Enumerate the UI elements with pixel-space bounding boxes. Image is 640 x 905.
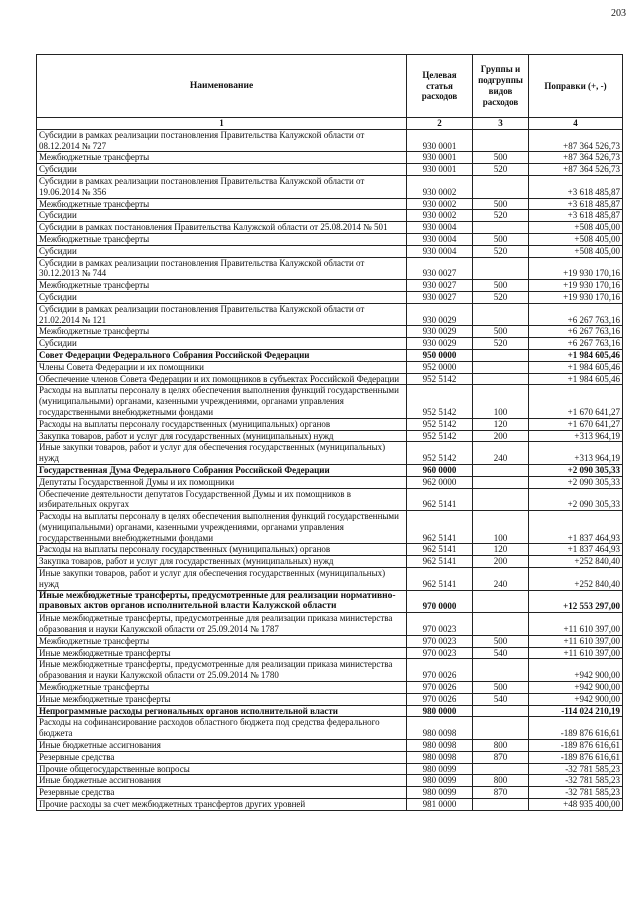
table-row bbox=[37, 556, 623, 568]
row-target-code: 952 5142 bbox=[407, 373, 473, 385]
row-amendment: -32 781 585,23 bbox=[529, 775, 623, 787]
row-name: Межбюджетные трансферты bbox=[37, 233, 407, 245]
row-name: Иные закупки товаров, работ и услуг для обеспечения государственных (муниципальных) нужд bbox=[37, 568, 407, 591]
row-group-code: 200 bbox=[473, 556, 529, 568]
row-amendment: +252 840,40 bbox=[529, 568, 623, 591]
row-target-code: 930 0002 bbox=[407, 175, 473, 198]
row-group-code bbox=[473, 763, 529, 775]
row-amendment: -114 024 210,19 bbox=[529, 705, 623, 717]
col-number: 3 bbox=[473, 118, 529, 130]
row-group-code: 120 bbox=[473, 544, 529, 556]
row-target-code: 962 5141 bbox=[407, 568, 473, 591]
row-amendment: +3 618 485,87 bbox=[529, 198, 623, 210]
row-group-code: 520 bbox=[473, 291, 529, 303]
row-group-code bbox=[473, 175, 529, 198]
row-amendment: +1 984 605,46 bbox=[529, 361, 623, 373]
row-name: Расходы на выплаты персоналу государственных (муниципальных) органов bbox=[37, 544, 407, 556]
table-row bbox=[37, 647, 623, 659]
table-row bbox=[37, 635, 623, 647]
row-amendment: +1 670 641,27 bbox=[529, 418, 623, 430]
table-row bbox=[37, 613, 623, 636]
row-name: Межбюджетные трансферты bbox=[37, 635, 407, 647]
row-group-code bbox=[473, 222, 529, 234]
row-name: Субсидии в рамках реализации постановления Правительства Калужской области от 19.06.2014 № 356 bbox=[37, 175, 407, 198]
row-name: Расходы на выплаты персоналу государственных (муниципальных) органов bbox=[37, 418, 407, 430]
row-name: Межбюджетные трансферты bbox=[37, 682, 407, 694]
row-group-code bbox=[473, 590, 529, 613]
table-row bbox=[37, 763, 623, 775]
table-row bbox=[37, 418, 623, 430]
table-row bbox=[37, 222, 623, 234]
row-name: Закупка товаров, работ и услуг для государственных (муниципальных) нужд bbox=[37, 430, 407, 442]
row-name: Прочие расходы за счет межбюджетных трансфертов других уровней bbox=[37, 799, 407, 811]
row-target-code: 962 5141 bbox=[407, 511, 473, 544]
row-target-code: 980 0099 bbox=[407, 763, 473, 775]
row-name: Межбюджетные трансферты bbox=[37, 198, 407, 210]
header-target: Целевая статья расходов bbox=[407, 55, 473, 118]
row-group-code bbox=[473, 705, 529, 717]
row-group-code: 540 bbox=[473, 647, 529, 659]
table-row bbox=[37, 280, 623, 292]
table-row bbox=[37, 544, 623, 556]
row-amendment: +942 900,00 bbox=[529, 659, 623, 682]
table-row bbox=[37, 717, 623, 740]
row-target-code: 930 0004 bbox=[407, 245, 473, 257]
row-amendment: +3 618 485,87 bbox=[529, 210, 623, 222]
row-name: Межбюджетные трансферты bbox=[37, 326, 407, 338]
row-name: Расходы на софинансирование расходов областного бюджета под средства федерального бюджета bbox=[37, 717, 407, 740]
row-amendment: -189 876 616,61 bbox=[529, 751, 623, 763]
row-group-code bbox=[473, 257, 529, 280]
row-name: Иные межбюджетные трансферты bbox=[37, 647, 407, 659]
row-group-code: 500 bbox=[473, 233, 529, 245]
row-name: Расходы на выплаты персоналу в целях обеспечения выполнения функций государственными (муниципальными) органами, казенными учреждениями, органами управления государственными внебюджетными фондами bbox=[37, 511, 407, 544]
row-amendment: +11 610 397,00 bbox=[529, 635, 623, 647]
row-amendment: +1 984 605,46 bbox=[529, 349, 623, 361]
row-name: Депутаты Государственной Думы и их помощники bbox=[37, 476, 407, 488]
header-group: Группы и подгруппы видов расходов bbox=[473, 55, 529, 118]
row-amendment: +11 610 397,00 bbox=[529, 647, 623, 659]
row-amendment: +6 267 763,16 bbox=[529, 303, 623, 326]
table-header-row bbox=[37, 55, 623, 118]
row-group-code: 240 bbox=[473, 568, 529, 591]
row-target-code: 970 0026 bbox=[407, 693, 473, 705]
row-name: Иные закупки товаров, работ и услуг для обеспечения государственных (муниципальных) нужд bbox=[37, 442, 407, 465]
row-group-code bbox=[473, 303, 529, 326]
row-name: Субсидии в рамках реализации постановления Правительства Калужской области от 21.02.2014 № 121 bbox=[37, 303, 407, 326]
row-target-code: 930 0004 bbox=[407, 222, 473, 234]
row-amendment: +508 405,00 bbox=[529, 222, 623, 234]
row-name: Межбюджетные трансферты bbox=[37, 280, 407, 292]
row-target-code: 970 0000 bbox=[407, 590, 473, 613]
row-target-code: 980 0099 bbox=[407, 775, 473, 787]
table-row bbox=[37, 245, 623, 257]
row-name: Иные межбюджетные трансферты bbox=[37, 693, 407, 705]
row-target-code: 960 0000 bbox=[407, 464, 473, 476]
row-group-code: 100 bbox=[473, 385, 529, 418]
row-group-code: 870 bbox=[473, 751, 529, 763]
table-row bbox=[37, 210, 623, 222]
row-target-code: 930 0002 bbox=[407, 210, 473, 222]
row-amendment: +2 090 305,33 bbox=[529, 488, 623, 511]
table-row bbox=[37, 385, 623, 418]
row-amendment: +313 964,19 bbox=[529, 430, 623, 442]
row-target-code: 970 0023 bbox=[407, 613, 473, 636]
row-amendment: +11 610 397,00 bbox=[529, 613, 623, 636]
table-row bbox=[37, 659, 623, 682]
row-amendment: +942 900,00 bbox=[529, 682, 623, 694]
col-number: 1 bbox=[37, 118, 407, 130]
row-amendment: +942 900,00 bbox=[529, 693, 623, 705]
row-name: Иные бюджетные ассигнования bbox=[37, 775, 407, 787]
table-row bbox=[37, 198, 623, 210]
row-target-code: 930 0001 bbox=[407, 152, 473, 164]
table-row bbox=[37, 705, 623, 717]
table-row bbox=[37, 476, 623, 488]
row-target-code: 970 0026 bbox=[407, 682, 473, 694]
table-row bbox=[37, 175, 623, 198]
row-name: Члены Совета Федерации и их помощники bbox=[37, 361, 407, 373]
table-row bbox=[37, 740, 623, 752]
row-target-code: 952 5142 bbox=[407, 418, 473, 430]
table-row bbox=[37, 257, 623, 280]
page-number: 203 bbox=[611, 8, 626, 19]
row-group-code: 800 bbox=[473, 775, 529, 787]
row-group-code: 540 bbox=[473, 693, 529, 705]
row-name: Непрограммные расходы региональных органов исполнительной власти bbox=[37, 705, 407, 717]
table-row bbox=[37, 693, 623, 705]
row-group-code: 520 bbox=[473, 164, 529, 176]
budget-amendments-table bbox=[36, 54, 623, 811]
row-amendment: +87 364 526,73 bbox=[529, 152, 623, 164]
row-target-code: 980 0000 bbox=[407, 705, 473, 717]
row-group-code: 520 bbox=[473, 245, 529, 257]
row-amendment: +19 930 170,16 bbox=[529, 291, 623, 303]
row-amendment: -189 876 616,61 bbox=[529, 740, 623, 752]
row-target-code: 930 0027 bbox=[407, 291, 473, 303]
row-name: Субсидии в рамках постановления Правительства Калужской области от 25.08.2014 № 501 bbox=[37, 222, 407, 234]
row-amendment: +508 405,00 bbox=[529, 245, 623, 257]
row-name: Обеспечение деятельности депутатов Государственной Думы и их помощников в избирательных округах bbox=[37, 488, 407, 511]
row-group-code bbox=[473, 488, 529, 511]
table-row bbox=[37, 326, 623, 338]
row-amendment: -32 781 585,23 bbox=[529, 763, 623, 775]
row-target-code: 962 5141 bbox=[407, 556, 473, 568]
row-group-code: 100 bbox=[473, 511, 529, 544]
row-name: Резервные средства bbox=[37, 787, 407, 799]
row-target-code: 981 0000 bbox=[407, 799, 473, 811]
row-group-code bbox=[473, 613, 529, 636]
row-name: Иные межбюджетные трансферты, предусмотренные для реализации нормативно-правовых актов органов исполнительной власти Калужской области bbox=[37, 590, 407, 613]
row-name: Субсидии bbox=[37, 291, 407, 303]
row-amendment: +1 984 605,46 bbox=[529, 373, 623, 385]
row-amendment: -189 876 616,61 bbox=[529, 717, 623, 740]
row-name: Обеспечение членов Совета Федерации и их помощников в субъектах Российской Федерации bbox=[37, 373, 407, 385]
table-row bbox=[37, 338, 623, 350]
row-target-code: 970 0023 bbox=[407, 647, 473, 659]
row-target-code: 930 0027 bbox=[407, 257, 473, 280]
row-target-code: 930 0029 bbox=[407, 338, 473, 350]
table-row bbox=[37, 787, 623, 799]
table-row bbox=[37, 799, 623, 811]
row-group-code bbox=[473, 361, 529, 373]
row-target-code: 962 5141 bbox=[407, 488, 473, 511]
table-row bbox=[37, 152, 623, 164]
row-group-code bbox=[473, 373, 529, 385]
row-target-code: 980 0098 bbox=[407, 751, 473, 763]
row-group-code bbox=[473, 464, 529, 476]
col-number: 4 bbox=[529, 118, 623, 130]
row-target-code: 962 5141 bbox=[407, 544, 473, 556]
row-target-code: 930 0027 bbox=[407, 280, 473, 292]
table-row bbox=[37, 751, 623, 763]
row-name: Межбюджетные трансферты bbox=[37, 152, 407, 164]
row-amendment: +252 840,40 bbox=[529, 556, 623, 568]
row-target-code: 930 0001 bbox=[407, 129, 473, 152]
row-group-code: 520 bbox=[473, 210, 529, 222]
row-amendment: +1 837 464,93 bbox=[529, 511, 623, 544]
row-amendment: +508 405,00 bbox=[529, 233, 623, 245]
row-amendment: +2 090 305,33 bbox=[529, 464, 623, 476]
table-row bbox=[37, 164, 623, 176]
table-row bbox=[37, 682, 623, 694]
row-target-code: 930 0029 bbox=[407, 303, 473, 326]
row-group-code: 500 bbox=[473, 635, 529, 647]
row-group-code: 870 bbox=[473, 787, 529, 799]
row-group-code bbox=[473, 476, 529, 488]
header-amendment: Поправки (+, -) bbox=[529, 55, 623, 118]
row-group-code bbox=[473, 799, 529, 811]
table-row bbox=[37, 361, 623, 373]
table-row bbox=[37, 511, 623, 544]
row-group-code: 500 bbox=[473, 682, 529, 694]
row-target-code: 970 0023 bbox=[407, 635, 473, 647]
row-target-code: 930 0029 bbox=[407, 326, 473, 338]
row-group-code: 800 bbox=[473, 740, 529, 752]
col-number: 2 bbox=[407, 118, 473, 130]
row-target-code: 952 5142 bbox=[407, 430, 473, 442]
table-row bbox=[37, 568, 623, 591]
row-amendment: +87 364 526,73 bbox=[529, 164, 623, 176]
row-name: Совет Федерации Федерального Собрания Российской Федерации bbox=[37, 349, 407, 361]
row-name: Субсидии в рамках реализации постановления Правительства Калужской области от 08.12.2014 № 727 bbox=[37, 129, 407, 152]
row-group-code: 240 bbox=[473, 442, 529, 465]
row-target-code: 950 0000 bbox=[407, 349, 473, 361]
row-target-code: 970 0026 bbox=[407, 659, 473, 682]
row-amendment: +6 267 763,16 bbox=[529, 326, 623, 338]
row-group-code: 120 bbox=[473, 418, 529, 430]
row-amendment: +19 930 170,16 bbox=[529, 280, 623, 292]
row-group-code: 500 bbox=[473, 152, 529, 164]
row-target-code: 980 0099 bbox=[407, 787, 473, 799]
table-row bbox=[37, 349, 623, 361]
header-name: Наименование bbox=[37, 55, 407, 118]
row-group-code: 500 bbox=[473, 198, 529, 210]
row-name: Субсидии в рамках реализации постановления Правительства Калужской области от 30.12.2013 № 744 bbox=[37, 257, 407, 280]
row-amendment: +313 964,19 bbox=[529, 442, 623, 465]
row-name: Иные межбюджетные трансферты, предусмотренные для реализации приказа министерства образования и науки Калужской области от 25.09.2014 № 1787 bbox=[37, 613, 407, 636]
row-name: Субсидии bbox=[37, 338, 407, 350]
table-row bbox=[37, 303, 623, 326]
row-name: Расходы на выплаты персоналу в целях обеспечения выполнения функций государственными (муниципальными) органами, казенными учреждениями, органами управления государственными внебюджетными фондами bbox=[37, 385, 407, 418]
row-amendment: +2 090 305,33 bbox=[529, 476, 623, 488]
table-row bbox=[37, 590, 623, 613]
table-row bbox=[37, 129, 623, 152]
table-row bbox=[37, 291, 623, 303]
table-row bbox=[37, 430, 623, 442]
row-amendment: +1 837 464,93 bbox=[529, 544, 623, 556]
row-name: Иные межбюджетные трансферты, предусмотренные для реализации приказа министерства образования и науки Калужской области от 25.09.2014 № 1780 bbox=[37, 659, 407, 682]
row-name: Субсидии bbox=[37, 164, 407, 176]
row-target-code: 980 0098 bbox=[407, 717, 473, 740]
row-name: Иные бюджетные ассигнования bbox=[37, 740, 407, 752]
row-target-code: 952 5142 bbox=[407, 385, 473, 418]
row-target-code: 930 0002 bbox=[407, 198, 473, 210]
row-amendment: -32 781 585,23 bbox=[529, 787, 623, 799]
row-name: Закупка товаров, работ и услуг для государственных (муниципальных) нужд bbox=[37, 556, 407, 568]
row-amendment: +3 618 485,87 bbox=[529, 175, 623, 198]
row-name: Субсидии bbox=[37, 210, 407, 222]
table-row bbox=[37, 233, 623, 245]
row-group-code: 500 bbox=[473, 280, 529, 292]
row-group-code: 520 bbox=[473, 338, 529, 350]
row-name: Прочие общегосударственные вопросы bbox=[37, 763, 407, 775]
row-amendment: +19 930 170,16 bbox=[529, 257, 623, 280]
table-row bbox=[37, 488, 623, 511]
table-row bbox=[37, 775, 623, 787]
row-group-code: 500 bbox=[473, 326, 529, 338]
row-group-code bbox=[473, 717, 529, 740]
row-group-code bbox=[473, 349, 529, 361]
table-row bbox=[37, 464, 623, 476]
row-name: Субсидии bbox=[37, 245, 407, 257]
column-numbers-row bbox=[37, 118, 623, 130]
row-target-code: 952 0000 bbox=[407, 361, 473, 373]
row-amendment: +48 935 400,00 bbox=[529, 799, 623, 811]
row-target-code: 962 0000 bbox=[407, 476, 473, 488]
table-row bbox=[37, 442, 623, 465]
row-amendment: +1 670 641,27 bbox=[529, 385, 623, 418]
row-group-code bbox=[473, 129, 529, 152]
row-target-code: 952 5142 bbox=[407, 442, 473, 465]
row-target-code: 980 0098 bbox=[407, 740, 473, 752]
row-amendment: +87 364 526,73 bbox=[529, 129, 623, 152]
row-amendment: +12 553 297,00 bbox=[529, 590, 623, 613]
row-target-code: 930 0004 bbox=[407, 233, 473, 245]
row-group-code: 200 bbox=[473, 430, 529, 442]
row-name: Государственная Дума Федерального Собрания Российской Федерации bbox=[37, 464, 407, 476]
row-name: Резервные средства bbox=[37, 751, 407, 763]
row-group-code bbox=[473, 659, 529, 682]
row-amendment: +6 267 763,16 bbox=[529, 338, 623, 350]
row-target-code: 930 0001 bbox=[407, 164, 473, 176]
table-row bbox=[37, 373, 623, 385]
